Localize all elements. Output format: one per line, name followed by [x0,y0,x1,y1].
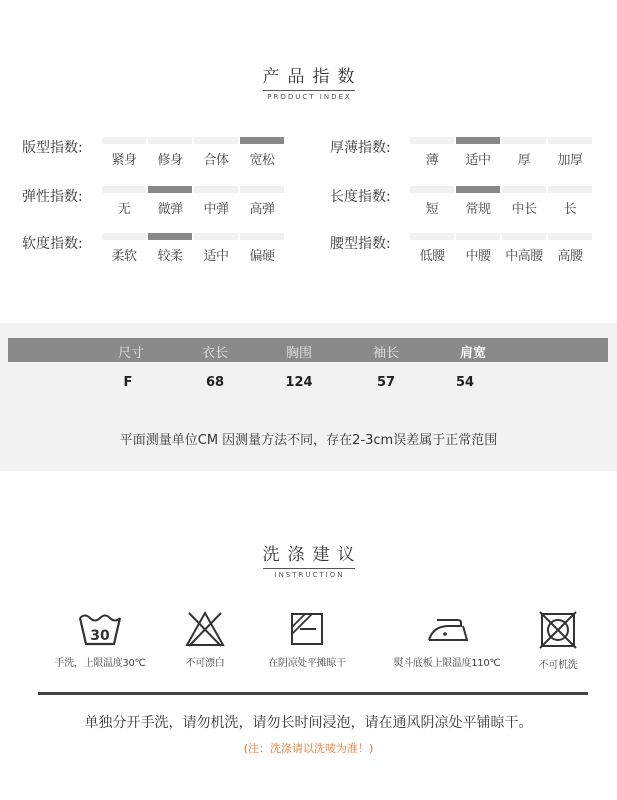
size-table-header [8,338,608,362]
index-option [410,233,454,264]
index-option-label: 紧身 [111,153,137,168]
header-cell-sleeve: 袖长 [372,346,399,361]
index-bar [548,186,592,193]
index-option [240,137,284,168]
index-bar [240,233,284,240]
wash-title [0,540,617,579]
wash-item-dry-flat [252,610,362,669]
size-table [0,323,617,471]
index-option [548,137,592,168]
index-option [456,186,500,217]
hand-wash-temperature: 30 [90,628,110,644]
index-label-thickness: 厚薄指数: [330,140,391,156]
value-cell-size: F [123,375,133,390]
index-option-label: 柔软 [111,249,137,264]
index-option [148,186,192,217]
index-option-label: 高弹 [249,202,275,217]
index-option-label: 适中 [203,249,229,264]
wash-label-iron: 熨斗底板上限温度110℃ [393,658,501,669]
index-bar [456,233,500,240]
index-option [410,186,454,217]
hand-wash-30-icon [76,610,124,648]
index-option [102,186,146,217]
index-option-label: 短 [425,202,439,217]
index-bar [548,137,592,144]
index-option-label: 偏硬 [249,249,275,264]
wash-label-dry-flat: 在阴凉处平摊晾干 [268,658,346,669]
index-option-label: 中弹 [203,202,229,217]
wash-note: (注：洗涤请以洗唛为准！) [243,742,374,755]
index-option [410,137,454,168]
wash-item-no-bleach [160,610,250,669]
index-option [456,233,500,264]
index-bar [548,233,592,240]
wash-item-no-machine-wash [522,610,594,671]
value-cell-chest: 124 [285,375,313,390]
product-index-title [0,62,617,101]
wash-item-hand-wash [40,610,160,669]
iron-110-icon [423,610,471,648]
index-option-label: 合体 [203,153,229,168]
index-bar-selected [148,233,192,240]
no-machine-wash-icon [538,610,578,650]
value-cell-length: 68 [205,375,225,390]
index-bar-selected [456,137,500,144]
header-cell-size: 尺寸 [117,346,144,361]
index-row-thickness [330,137,600,177]
title-underline [263,568,355,569]
index-option-label: 较柔 [157,249,183,264]
value-cell-shoulder: 54 [455,375,475,390]
wash-label-hand-wash: 手洗，上限温度30℃ [54,658,146,669]
index-label-fit: 版型指数: [22,140,83,156]
wash-label-no-bleach: 不可漂白 [185,658,225,669]
index-option [240,186,284,217]
index-option [194,233,238,264]
index-option [148,233,192,264]
index-option [240,233,284,264]
index-bar-selected [240,137,284,144]
wash-title-en: INSTRUCTION [274,571,345,579]
size-measurement-note: 平面测量单位CM 因测量方法不同，存在2-3cm误差属于正常范围 [119,433,498,448]
product-index-title-en: PRODUCT INDEX [267,93,352,101]
index-option [502,137,546,168]
index-option-label: 常规 [465,202,491,217]
index-option [502,233,546,264]
index-option-label: 修身 [157,153,183,168]
index-label-length: 长度指数: [330,189,391,205]
index-option [194,137,238,168]
header-cell-length: 衣长 [201,346,228,361]
index-option-label: 长 [563,202,577,217]
index-bar [502,137,546,144]
title-underline [263,90,355,91]
index-bar [410,233,454,240]
index-bar-selected [456,186,500,193]
index-bar [240,186,284,193]
index-bar [148,137,192,144]
index-row-fit [22,137,292,177]
index-bar [410,137,454,144]
wash-divider [38,692,588,695]
index-bar [194,137,238,144]
value-cell-sleeve: 57 [376,375,396,390]
index-bar-selected [148,186,192,193]
index-option-label: 微弹 [157,202,183,217]
index-option [102,233,146,264]
index-bar [502,233,546,240]
index-bar [410,186,454,193]
wash-item-iron [377,610,517,669]
index-option [148,137,192,168]
index-option-label: 中高腰 [505,249,543,264]
do-not-bleach-icon [183,610,227,648]
index-row-elasticity [22,186,292,226]
index-row-length [330,186,600,226]
index-option-label: 适中 [465,153,491,168]
index-option [194,186,238,217]
index-label-softness: 软度指数: [22,236,83,252]
index-bar [194,233,238,240]
index-option [502,186,546,217]
header-cell-shoulder: 肩宽 [459,346,486,361]
index-bar [102,137,146,144]
index-option-label: 厚 [517,153,531,168]
index-bar [194,186,238,193]
index-option [102,137,146,168]
index-option-label: 宽松 [249,153,275,168]
index-option-label: 加厚 [557,153,583,168]
index-option [456,137,500,168]
index-option-label: 高腰 [557,249,583,264]
product-index-title-cn: 产品指数 [262,67,363,87]
index-option-label: 中长 [511,202,537,217]
index-option-label: 薄 [425,153,439,168]
index-label-elasticity: 弹性指数: [22,189,83,205]
index-row-softness [22,233,292,273]
index-label-waist: 腰型指数: [330,236,391,252]
index-option [548,186,592,217]
index-row-waist [330,233,600,273]
dry-flat-in-shade-icon [288,610,326,648]
index-bar [102,186,146,193]
wash-advice: 单独分开手洗，请勿机洗，请勿长时间浸泡，请在通风阴凉处平铺晾干。 [84,715,533,731]
index-bar [502,186,546,193]
header-cell-chest: 胸围 [285,346,312,361]
index-option [548,233,592,264]
index-option-label: 无 [117,202,131,217]
wash-label-no-machine-wash: 不可机洗 [538,660,578,671]
index-option-label: 低腰 [419,249,445,264]
wash-title-cn: 洗涤建议 [262,545,363,565]
index-bar [102,233,146,240]
index-option-label: 中腰 [465,249,491,264]
